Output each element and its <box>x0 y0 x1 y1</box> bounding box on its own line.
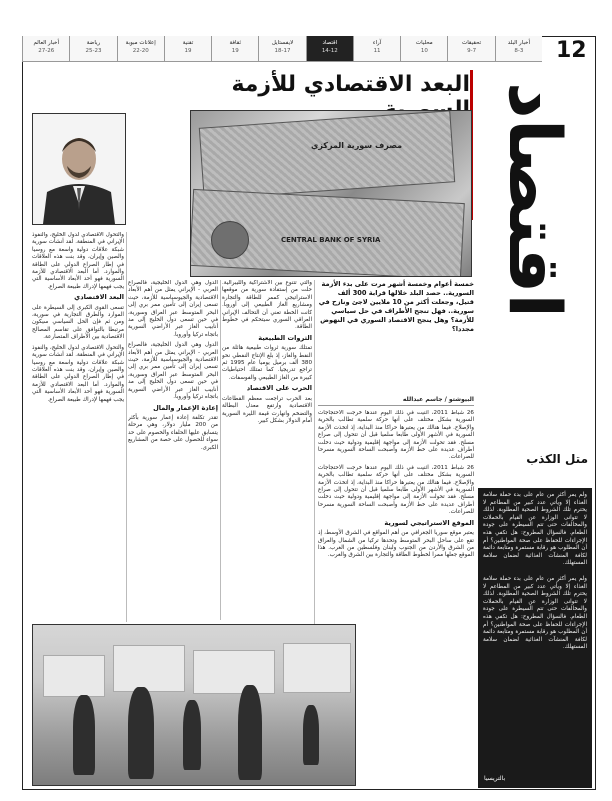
tent-icon <box>193 650 275 694</box>
man-in-suit-icon <box>33 114 125 224</box>
nav-item-label: آراء <box>372 40 382 46</box>
opinion-text: ولم يمر أكثر من عام على بدء حملة سلامة الغذاء إلا ويأتي عدد كبير من المطاعم لا يحترم تلك الشروط الصحية المطلوبة. لذلك لا تتوانى الوزارة عن القيام بالحملات والمخالفات حتى تتم السيطرة على جودة الطعام. فالسؤال المطروح: هل تكفي هذه الإجراءات للحفاظ على صحة المواطنين؟ أم أن المطلوب هو رقابة مستمرة ومتابعة دائمة لكافة المنشآت الغذائية لضمان سلامة المستهلك. <box>483 575 587 651</box>
article-text: الدول وهي الدول الخليجية، فالصراع العربي - الإيراني يمثل من أهم الأبعاد الاقتصادية والجيوسياسية للأزمة، حيث تسعى إيران إلى تأمين ممر بري إلى البحر المتوسط عبر العراق وسورية، في حين تسعى دول الخليج إلى مد أنابيب الغاز عبر الأراضي السورية باتجاه تركيا وأوروبا. <box>128 342 218 401</box>
opinion-text: ولم يمر أكثر من عام على بدء حملة سلامة الغذاء إلا ويأتي عدد كبير من المطاعم لا يحترم تلك الشروط الصحية المطلوبة. لذلك لا تتوانى الوزارة عن القيام بالحملات والمخالفات حتى تتم السيطرة على جودة الطعام. فالسؤال المطروح: هل تكفي هذه الإجراءات للحفاظ على صحة المواطنين؟ أم أن المطلوب هو رقابة مستمرة ومتابعة دائمة لكافة المنشآت الغذائية لضمان سلامة المستهلك. <box>483 492 587 567</box>
nav-item[interactable] <box>117 36 164 62</box>
nav-item-pages: 25-23 <box>85 48 102 54</box>
nav-item-label: أخبار العالم <box>33 40 59 46</box>
nav-item-pages: 9-7 <box>467 48 477 54</box>
nav-item-label: أخبار البلد <box>507 40 530 46</box>
banknotes-photo <box>190 110 472 277</box>
nav-item[interactable] <box>400 36 447 62</box>
article-subhead: الحرب على الاقتصاد <box>246 384 312 393</box>
article-text: تقدر تكلفة إعادة إعمار سورية بأكثر من 200 مليار دولار، وهي مرحلة يتسابق عليها الحلفاء والخصوم على حد سواء للحصول على حصة من المشاريع الكبرى. <box>128 414 218 451</box>
headline: البعد الاقتصادي للأزمة <box>231 72 470 97</box>
tent-icon <box>43 655 105 697</box>
article-column-2 <box>222 280 312 620</box>
nav-item-pages: 10 <box>420 48 428 54</box>
article-text: 26 شباط 2011، اثنيت في ذلك اليوم عندها خرجت الاحتجاجات السورية بشكل مختلف على أنها حركة سلمية تطالب بالحرية والإصلاح. فيما هنالك من يعتبرها حراكا منذ البداية، إذ اتخذت الأزمة السورية في الأشهر الأولى طابعا سلميا قبل أن تتحول إلى صراع مسلح. فقد تحولت الأزمة إلى مواجهة إقليمية ودولية حيث دخلت أطراف عديدة على خط الأزمة وأصبحت الساحة السورية مسرحا للصراعات. <box>318 464 474 516</box>
person-icon <box>183 700 201 770</box>
article-subhead: البعد الاقتصادي <box>74 293 124 302</box>
nav-item[interactable] <box>447 36 494 62</box>
nav-item[interactable] <box>306 36 353 62</box>
banknote-english-text: CENTRAL BANK OF SYRIA <box>281 236 381 244</box>
person-icon <box>238 685 262 780</box>
article-subhead: الثروات الطبيعية <box>258 333 312 342</box>
tent-icon <box>113 645 185 692</box>
portrait-photo <box>32 113 126 225</box>
article-lead: خمسة أعوام وخمسة أشهر مرت على بدء الأزمة السورية.. حصد البلد خلالها قرابة 300 ألف قتيل، وجعلت أكثر من 10 ملايين لاجئ ونازح في سورية.. فهل تنجح الأطراف في حل سياسي للأزمة؟ وهل ينجح الاقتصاد السوري في النهوض مجددا؟ <box>318 280 474 333</box>
article-subhead: إعادة الإعمار والمال <box>153 403 218 412</box>
page-number: 12 <box>556 38 587 63</box>
section-title-text: اقتصاد <box>493 81 577 319</box>
article-subhead: الموقع الاستراتيجي لسورية <box>384 518 474 527</box>
nav-item-pages: 19 <box>231 48 239 54</box>
article-text: تمتلك سورية ثروات طبيعية هائلة من النفط والغاز، إذ بلغ الإنتاج النفطي نحو 380 ألف برميل يوميا عام 1995 ثم تراجع تدريجيا. كما تمتلك احتياطيات كبيرة من الغاز الطبيعي والفوسفات. <box>222 345 312 381</box>
column-divider <box>220 280 221 620</box>
nav-item-label: لايفستايل <box>271 40 294 46</box>
article-text: الدول وهي الدول الخليجية، فالصراع العربي - الإيراني يمثل من أهم الأبعاد الاقتصادية والجيوسياسية للأزمة، حيث تسعى إيران إلى تأمين ممر بري إلى البحر المتوسط عبر العراق وسورية، في حين تسعى دول الخليج إلى مد أنابيب الغاز عبر الأراضي السورية باتجاه تركيا وأوروبا. <box>128 280 218 338</box>
nav-item-label: تحقيقات <box>462 40 482 46</box>
nav-item-label: ثقافة <box>229 40 242 46</box>
nav-item-label: إعلانات مبوبة <box>125 40 156 46</box>
column-divider <box>126 232 127 622</box>
opinion-author: بالتريسيا <box>484 775 506 782</box>
nav-item[interactable] <box>495 36 542 62</box>
nav-item-pages: 18-17 <box>274 48 291 54</box>
article-text: تسعى القوى الكبرى إلى السيطرة على الموارد والطرق التجارية في سورية، ومن ثم فإن الحل السياسي سيكون مرتبطا بالتوافق على تقاسم المصالح الاقتصادية بين الأطراف المتصارعة. <box>32 304 124 341</box>
refugee-camp-photo <box>32 624 356 786</box>
nav-item-label: اقتصاد <box>322 40 338 46</box>
coin-icon <box>211 221 249 259</box>
person-icon <box>73 695 95 775</box>
nav-item-pages: 14-12 <box>321 48 338 54</box>
nav-item-label: محليات <box>415 40 433 46</box>
nav-item[interactable] <box>258 36 305 62</box>
nav-item-label: رياضة <box>86 40 101 46</box>
article-text: والتحول الاقتصادي لدول الخليج، والنفوذ الإيراني في المنطقة. لقد أنشأت سورية شبكة علاقات دولية واسعة مع روسيا والصين وإيران، وقد بنت هذه العلاقات في إطار الصراع الدولي على الطاقة والموارد. أما البعد الاقتصادي للأزمة السورية فهو أحد الأبعاد الأساسية التي يجب فهمها لإدراك طبيعة الصراع. <box>32 232 124 290</box>
byline: البيوشتو / جاسم عبدالله <box>318 396 474 406</box>
nav-item-pages: 19 <box>184 48 192 54</box>
nav-item-pages: 11 <box>373 48 381 54</box>
nav-item-label: تقنية <box>182 40 194 46</box>
article-text: والتحول الاقتصادي لدول الخليج، والنفوذ الإيراني في المنطقة. لقد أنشأت سورية شبكة علاقات دولية واسعة مع روسيا والصين وإيران، وقد بنت هذه العلاقات في إطار الصراع الدولي على الطاقة والموارد. أما البعد الاقتصادي للأزمة السورية فهو أحد الأبعاد الأساسية التي يجب فهمها لإدراك طبيعة الصراع. <box>32 344 124 403</box>
article-column-3 <box>128 280 218 620</box>
opinion-column <box>478 488 592 788</box>
article-column-4 <box>32 232 124 620</box>
nav-item-pages: 22-20 <box>132 48 149 54</box>
banknote <box>199 110 455 199</box>
nav-item[interactable] <box>211 36 258 62</box>
nav-item-pages: 8-3 <box>514 48 524 54</box>
opinion-title: متل الكذب <box>526 452 588 466</box>
nav-item[interactable] <box>164 36 211 62</box>
nav-item[interactable] <box>353 36 400 62</box>
nav-item[interactable] <box>22 36 69 62</box>
article-text: 26 شباط 2011، اثنيت في ذلك اليوم عندها خرجت الاحتجاجات السورية بشكل مختلف على أنها حركة سلمية تطالب بالحرية والإصلاح. فيما هنالك من يعتبرها حراكا منذ البداية، إذ اتخذت الأزمة السورية في الأشهر الأولى طابعا سلميا قبل أن تتحول إلى صراع مسلح. فقد تحولت الأزمة إلى مواجهة إقليمية ودولية حيث دخلت أطراف عديدة على خط الأزمة وأصبحت الساحة السورية مسرحا للصراعات. <box>318 410 474 461</box>
tent-icon <box>283 643 351 693</box>
banknote-arabic-text: مصرف سورية المركزي <box>311 141 403 150</box>
article-text: والتي تتنوع بين الاشتراكية والليبرالية. حلت من إستفادة سورية من موقعها الاستراتيجي كممر للطاقة والتجارة ومشاريع الغاز الطبيعي إلى أوروبا. كانت الخطة تعني أن التحالف الإيراني العراقي السوري سيتحكم في خطوط الطاقة. <box>222 280 312 331</box>
nav-item-pages: 27-26 <box>38 48 55 54</box>
person-icon <box>128 687 154 779</box>
article-text: بعد الحرب تراجعت معظم القطاعات الاقتصادية وارتفع معدل البطالة والتضخم وانهارت قيمة الليرة السورية أمام الدولار بشكل كبير. <box>222 395 312 424</box>
nav-item[interactable] <box>69 36 116 62</box>
article-text: يعتبر موقع سوريا الجغرافي من أهم المواقع في الشرق الأوسط، إذ تقع على ساحل البحر المتوسط وتحدها تركيا من الشمال والعراق من الشرق والأردن من الجنوب ولبنان وفلسطين من الغرب. هذا الموقع جعلها ممرا لخطوط الطاقة والتجارة بين الشرق والغرب. <box>318 530 474 559</box>
section-title <box>480 80 590 320</box>
person-icon <box>303 705 319 765</box>
section-nav <box>22 36 542 62</box>
